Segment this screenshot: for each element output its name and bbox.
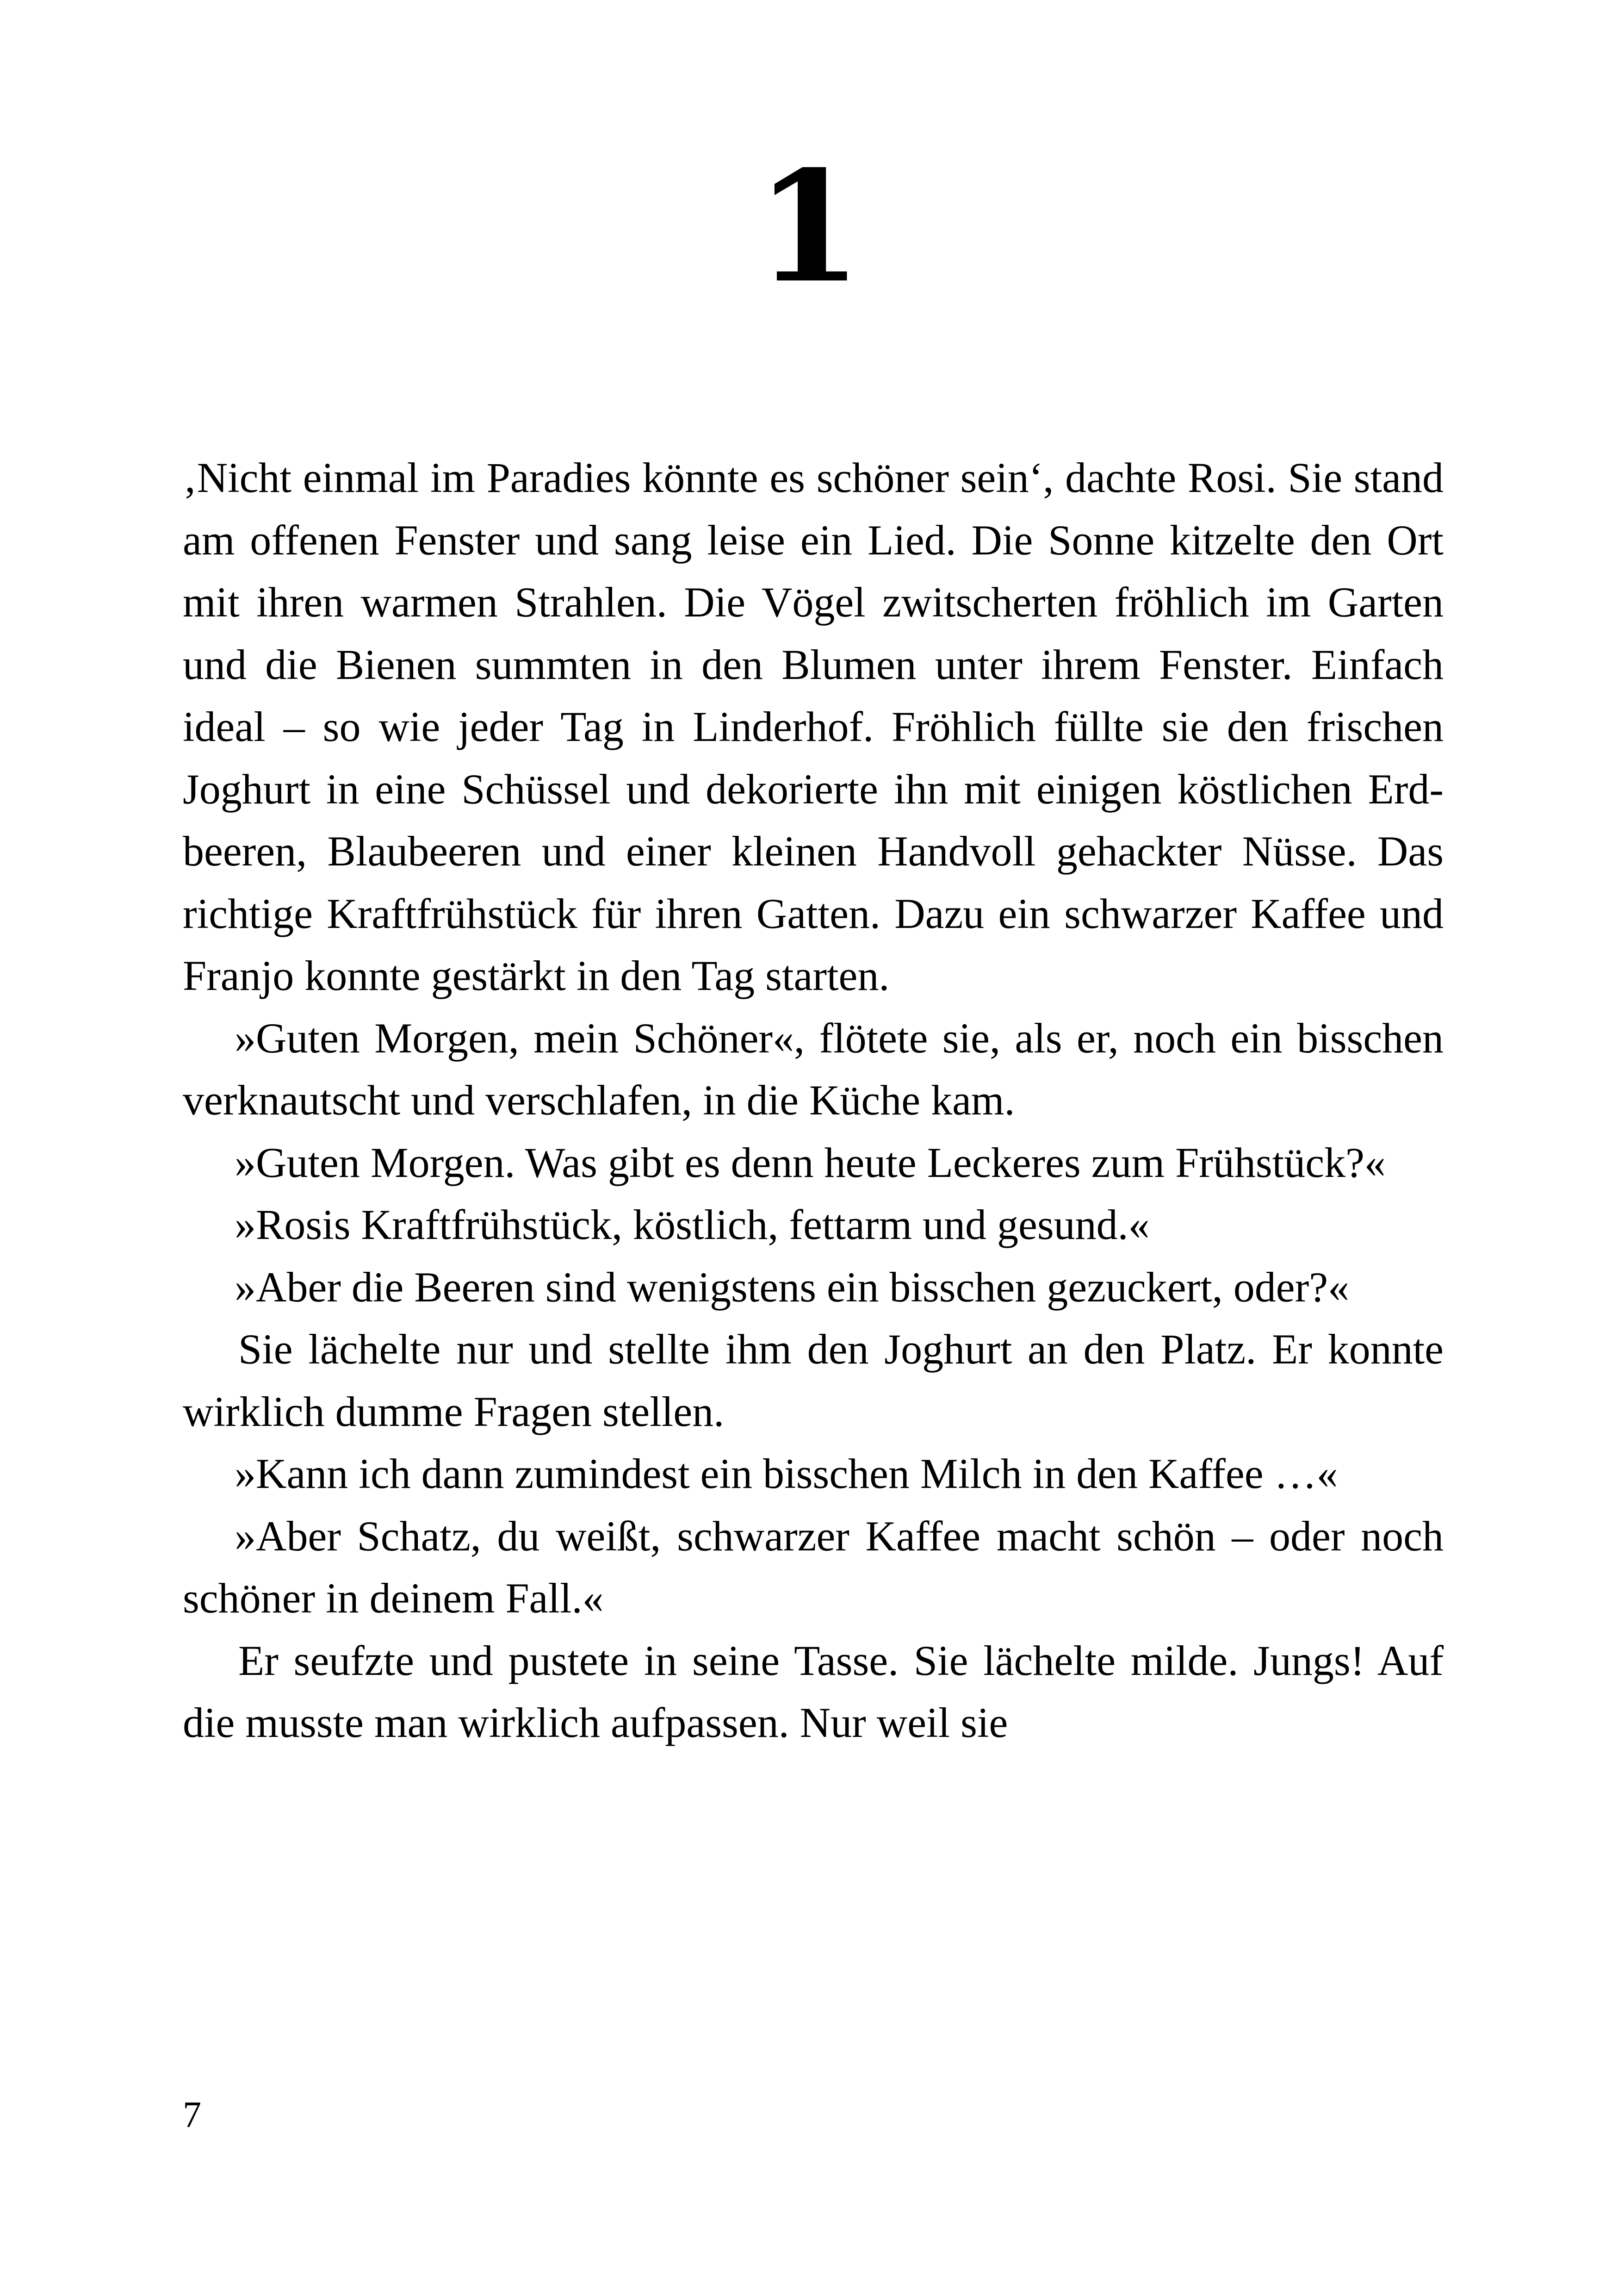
- paragraph-dialogue: »Kann ich dann zumindest ein bisschen Milch in den Kaffee …«: [235, 1450, 1338, 1497]
- paragraph-dialogue: »Guten Morgen. Was gibt es denn heute Leckeres zum Frühstück?«: [235, 1139, 1386, 1186]
- paragraph-opening: ‚Nicht einmal im Paradies könnte es schöner sein‘, dachte Rosi. Sie stand am offenen Fenster und sang leise ein Lied. Die Sonne kitzelte den Ort mit ihren warmen Strahlen. Die Vögel zwitscherten fröhlich im Garten und die Bienen summten in den Blumen unter ihrem Fenster. Einfach ideal – so wie jeder Tag in Linderhof. Fröhlich füllte sie den frischen Joghurt in eine Schüssel und dekorierte ihn mit einigen köstlichen Erdbeeren, Blaubeeren und einer kleinen Handvoll gehackter Nüsse. Das richtige Kraftfrühstück für ihren Gatten. Dazu ein schwarzer Kaffee und Franjo konnte gestärkt in den Tag starten.: [183, 454, 1444, 999]
- paragraph-dialogue: »Guten Morgen, mein Schöner«, flötete sie, als er, noch ein bisschen verknautscht und verschlafen, in die Küche kam.: [183, 1014, 1444, 1124]
- paragraph-dialogue: »Aber Schatz, du weißt, schwarzer Kaffee macht schön – oder noch schöner in deinem Fall.«: [183, 1512, 1444, 1622]
- body-text: [183, 447, 1444, 1754]
- paragraph-narration: Sie lächelte nur und stellte ihm den Joghurt an den Platz. Er konnte wirklich dumme Fragen stellen.: [183, 1325, 1444, 1435]
- chapter-number: 1: [756, 137, 862, 317]
- paragraph-narration: Er seufzte und pustete in seine Tasse. Sie lächelte milde. Jungs! Auf die musste man wirklich aufpassen. Nur weil sie: [183, 1636, 1444, 1746]
- page-number: 7: [183, 2095, 201, 2135]
- paragraph-dialogue: »Rosis Kraftfrühstück, köstlich, fettarm und gesund.«: [235, 1201, 1150, 1248]
- paragraph-dialogue: »Aber die Beeren sind wenigstens ein bisschen gezuckert, oder?«: [235, 1263, 1350, 1311]
